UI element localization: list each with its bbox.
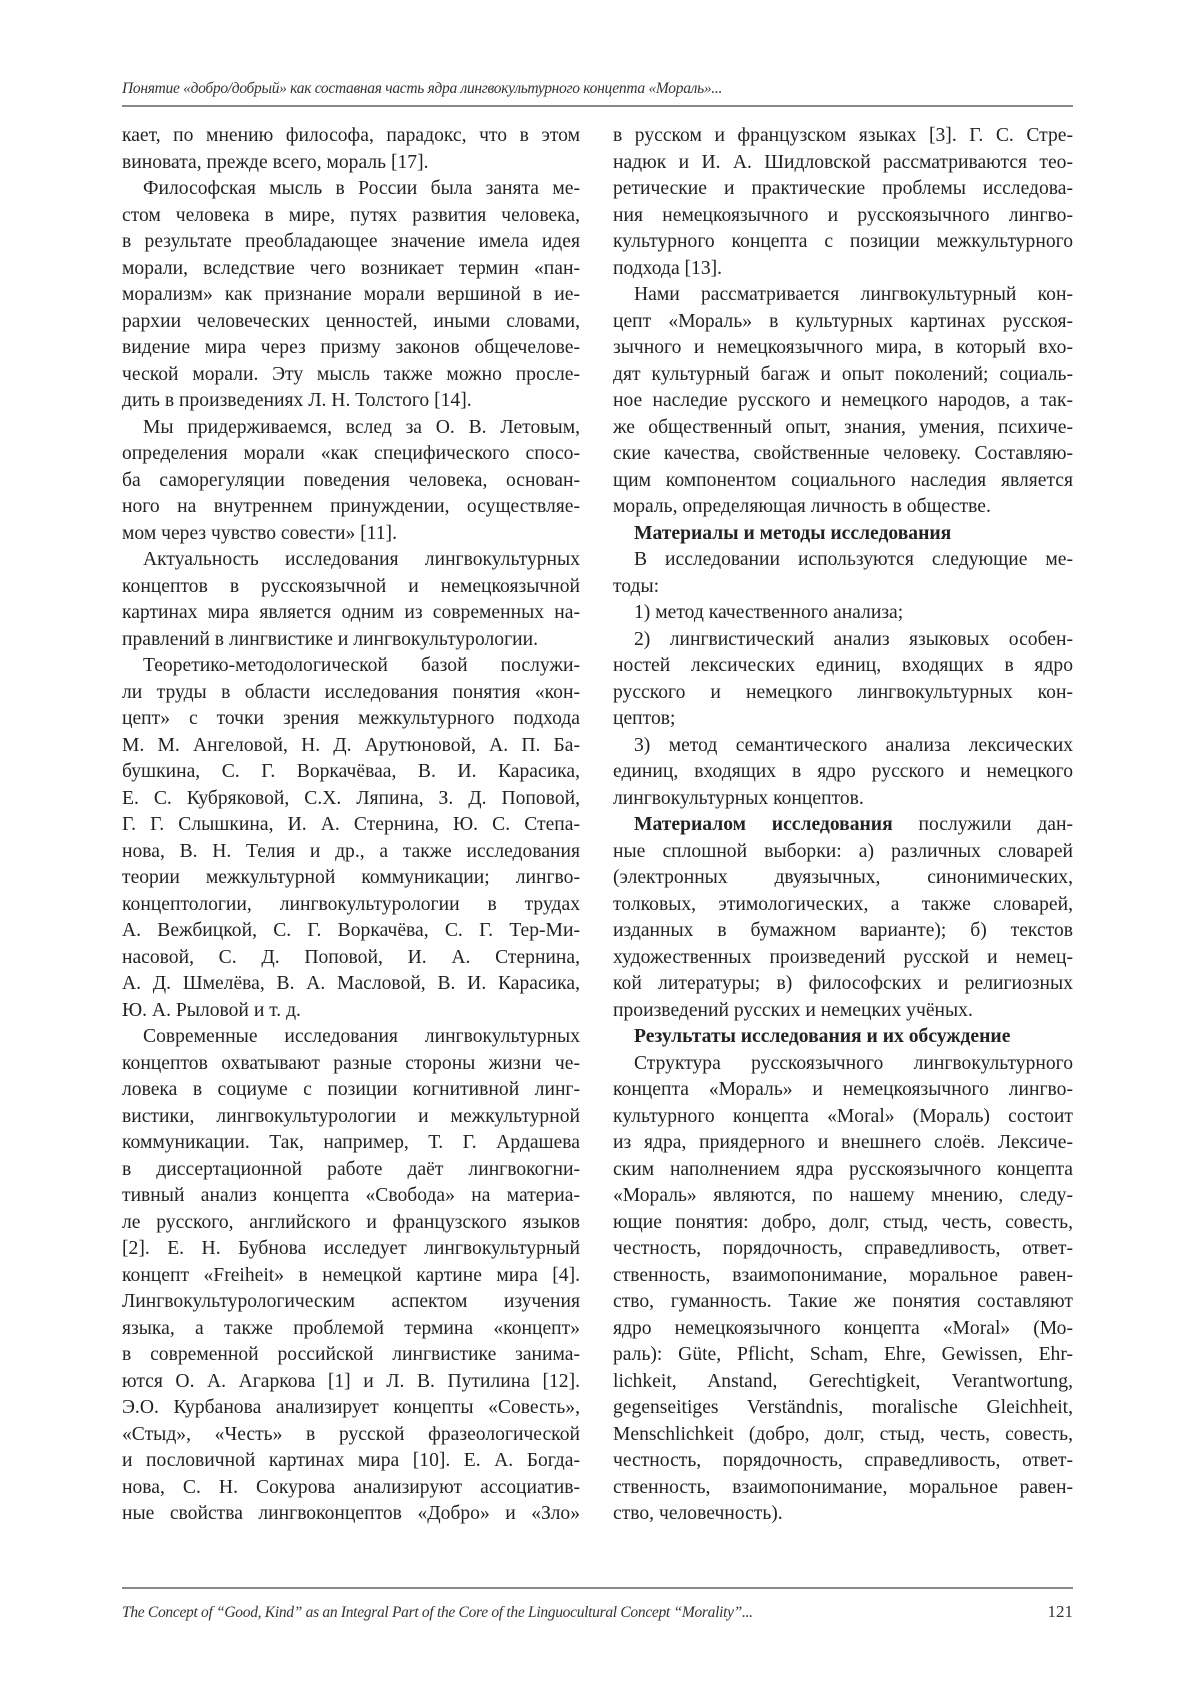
text-line: языка, а также проблемой термина «концепт» bbox=[122, 1317, 580, 1339]
running-header: Понятие «добро/добрый» как составная часть ядра лингвокультурного концепта «Мораль»... bbox=[122, 80, 723, 97]
text-line: из ядра, приядерного и внешнего слоёв. Лексиче- bbox=[613, 1132, 1073, 1153]
text-line bbox=[613, 812, 1073, 839]
text-line: рархии человеческих ценностей, иными словами, bbox=[122, 310, 580, 332]
text-line: Мы придерживаемся, вслед за О. В. Летовым, bbox=[143, 416, 580, 438]
text-line: надюк и И. А. Шидловской рассматриваются тео- bbox=[613, 151, 1073, 173]
text-line: В исследовании используются следующие ме- bbox=[634, 549, 1073, 570]
text-line: раль): Güte, Pflicht, Scham, Ehre, Gewissen, Ehr- bbox=[613, 1344, 1073, 1365]
footer bbox=[122, 1604, 1073, 1622]
text-line: в современной российской лингвистике занима- bbox=[122, 1344, 580, 1365]
text-line: изданных в бумажном варианте); б) текстов bbox=[613, 920, 1073, 941]
text-line: Г. Г. Слышкина, И. А. Стернина, Ю. С. Степа- bbox=[122, 814, 580, 835]
text-line: ба саморегуляции поведения человека, основан- bbox=[122, 469, 580, 491]
text-line: Теоретико-методологической базой послужи- bbox=[143, 655, 580, 676]
text-line: честность, порядочность, справедливость, ответ- bbox=[613, 1450, 1073, 1471]
text-line: ющие понятия: добро, долг, стыд, честь, совесть, bbox=[613, 1211, 1073, 1233]
paragraph bbox=[613, 600, 1073, 627]
text-line: стом человека в мире, путях развития человека, bbox=[122, 204, 580, 226]
text-line: правлений в лингвистике и лингвокультурологии. bbox=[122, 628, 538, 650]
section-heading bbox=[613, 521, 1073, 548]
text-line: нова, В. Н. Телия и др., а также исследования bbox=[122, 840, 580, 862]
paragraph bbox=[613, 812, 1073, 1024]
text-line: Структура русскоязычного лингвокультурного bbox=[634, 1052, 1073, 1074]
text-line: Лингвокультурологическим аспектом изучения bbox=[122, 1291, 580, 1312]
paragraph bbox=[122, 547, 580, 653]
paragraph bbox=[613, 1051, 1073, 1528]
text-line: же общественный опыт, знания, умения, психиче- bbox=[613, 416, 1073, 438]
footer-running-title: The Concept of “Good, Kind” as an Integral Part of the Core of the Linguocultural Concept “Morality”... bbox=[122, 1604, 753, 1621]
text-line: щим компонентом социального наследия является bbox=[613, 469, 1073, 491]
section-heading bbox=[613, 1024, 1073, 1051]
text-line: ственность, взаимопонимание, моральное равен- bbox=[613, 1476, 1073, 1498]
text-line: тоды: bbox=[613, 575, 660, 597]
text-line: тивный анализ концепта «Свобода» на материа- bbox=[122, 1185, 580, 1206]
text-line: 1) метод качественного анализа; bbox=[634, 602, 904, 623]
text-line: Е. С. Кубряковой, С.Х. Ляпина, З. Д. Поповой, bbox=[122, 787, 580, 809]
text-line: Menschlichkeit (добро, долг, стыд, честь, совесть, bbox=[613, 1423, 1073, 1445]
text-line: в русском и французском языках [3]. Г. С. Стре- bbox=[613, 125, 1073, 146]
paragraph bbox=[122, 176, 580, 415]
text-line: дят культурный багаж и опыт поколений; социаль- bbox=[613, 363, 1073, 385]
text-line: вистики, лингвокультурологии и межкультурной bbox=[122, 1105, 580, 1127]
text-line: Философская мысль в России была занята ме- bbox=[143, 178, 580, 199]
text-run: послужили дан- bbox=[892, 814, 1073, 835]
text-line: [2]. Е. Н. Бубнова исследует лингвокультурный bbox=[122, 1238, 580, 1259]
text-line: ностей лексических единиц, входящих в ядро bbox=[613, 655, 1073, 676]
text-line: Материалы и методы исследования bbox=[634, 522, 952, 544]
text-line: мораль, определяющая личность в обществе. bbox=[613, 496, 991, 517]
text-line: ческой морали. Эту мысль также можно просле- bbox=[122, 363, 580, 385]
text-line: видение мира через призму законов общечелове- bbox=[122, 337, 580, 358]
paragraph bbox=[122, 653, 580, 1024]
text-line: подхода [13]. bbox=[613, 257, 723, 279]
text-line: зычного и немецкоязычного мира, в который вхо- bbox=[613, 337, 1073, 358]
paragraph bbox=[122, 123, 580, 176]
text-line: кой литературы; в) философских и религиозных bbox=[613, 973, 1073, 994]
text-line: «Мораль» являются, по нашему мнению, следу- bbox=[613, 1185, 1073, 1206]
text-line: А. Д. Шмелёва, В. А. Масловой, В. И. Карасика, bbox=[122, 973, 580, 994]
text-line: ские качества, свойственные человеку. Составляю- bbox=[613, 443, 1073, 464]
text-line: ственность, взаимопонимание, моральное равен- bbox=[613, 1264, 1073, 1286]
page-number: 121 bbox=[1047, 1602, 1073, 1621]
text-line: честность, порядочность, справедливость, ответ- bbox=[613, 1238, 1073, 1259]
text-line: цепт» с точки зрения межкультурного подхода bbox=[122, 708, 580, 729]
text-line: мом через чувство совести» [11]. bbox=[122, 522, 397, 544]
text-line: ное наследие русского и немецкого народов, а так- bbox=[613, 390, 1073, 411]
bold-term: Материалом исследования bbox=[634, 814, 893, 835]
text-line: концептов в русскоязычной и немецкоязычной bbox=[122, 575, 580, 597]
text-line: морализм» как признание морали вершиной в ие- bbox=[122, 284, 580, 305]
text-line: ные свойства лингвоконцептов «Добро» и «Зло» bbox=[122, 1503, 580, 1524]
text-line: толковых, этимологических, а также словарей, bbox=[613, 893, 1073, 915]
paragraph bbox=[613, 282, 1073, 521]
text-line: Современные исследования лингвокультурных bbox=[143, 1026, 580, 1047]
text-line: ядро немецкоязычного концепта «Moral» (Мо- bbox=[613, 1317, 1073, 1339]
text-line: ским наполнением ядра русскоязычного концепта bbox=[613, 1158, 1073, 1180]
text-line: коммуникации. Так, например, Т. Г. Ардашева bbox=[122, 1132, 580, 1153]
text-line: дить в произведениях Л. Н. Толстого [14]. bbox=[122, 390, 472, 411]
right-column bbox=[613, 123, 1073, 1528]
paragraph bbox=[613, 123, 1073, 282]
text-line: ного на внутреннем принуждении, осуществляе- bbox=[122, 496, 580, 517]
text-line: А. Вежбицкой, С. Г. Воркачёва, С. Г. Тер-Ми- bbox=[122, 920, 580, 941]
text-line: в диссертационной работе даёт лингвокогни- bbox=[122, 1158, 580, 1180]
text-line: нова, С. Н. Сокурова анализируют ассоциатив- bbox=[122, 1476, 580, 1498]
header-rule bbox=[122, 105, 1073, 107]
text-line: концептологии, лингвокультурологии в трудах bbox=[122, 893, 580, 915]
text-line: ные сплошной выборки: а) различных словарей bbox=[613, 840, 1073, 862]
text-line: произведений русских и немецких учёных. bbox=[613, 999, 973, 1021]
text-line: 2) лингвистический анализ языковых особен- bbox=[634, 628, 1073, 650]
text-line: культурного концепта «Moral» (Мораль) состоит bbox=[613, 1105, 1073, 1127]
text-line: лингвокультурных концептов. bbox=[613, 787, 864, 809]
text-line: Нами рассматривается лингвокультурный кон- bbox=[634, 284, 1073, 305]
text-line: ство, гуманность. Такие же понятия составляют bbox=[613, 1291, 1073, 1312]
text-line: в результате преобладающее значение имела идея bbox=[122, 231, 580, 252]
text-line: 3) метод семантического анализа лексических bbox=[634, 734, 1073, 756]
text-line: Актуальность исследования лингвокультурных bbox=[143, 549, 580, 570]
text-line: картинах мира является одним из современных на- bbox=[122, 602, 580, 623]
paragraph bbox=[122, 415, 580, 548]
text-line: и пословичной картинах мира [10]. Е. А. Богда- bbox=[122, 1450, 580, 1471]
text-line: ле русского, английского и французского языков bbox=[122, 1211, 580, 1233]
paragraph bbox=[613, 733, 1073, 813]
text-line: теории межкультурной коммуникации; лингво- bbox=[122, 867, 580, 888]
text-line: насовой, С. Д. Поповой, И. А. Стернина, bbox=[122, 946, 580, 968]
text-line: М. М. Ангеловой, Н. Д. Арутюновой, А. П. Ба- bbox=[122, 734, 580, 756]
text-line: русского и немецкого лингвокультурных кон- bbox=[613, 681, 1073, 703]
text-line: концепта «Мораль» и немецкоязычного лингво- bbox=[613, 1079, 1073, 1100]
paragraph bbox=[613, 627, 1073, 733]
text-line: ретические и практические проблемы исследова- bbox=[613, 178, 1073, 199]
text-line: определения морали «как специфического спосо- bbox=[122, 443, 580, 464]
text-line: «Стыд», «Честь» в русской фразеологической bbox=[122, 1423, 580, 1445]
text-line: gegenseitiges Verständnis, moralische Gleichheit, bbox=[613, 1397, 1073, 1418]
text-line: ли труды в области исследования понятия «кон- bbox=[122, 681, 580, 703]
text-line: концепт «Freiheit» в немецкой картине мира [4]. bbox=[122, 1264, 580, 1286]
text-line: культурного концепта с позиции межкультурного bbox=[613, 231, 1073, 252]
text-line: Результаты исследования и их обсуждение bbox=[634, 1026, 1011, 1047]
text-line: ловека в социуме с позиции когнитивной линг- bbox=[122, 1079, 580, 1100]
text-line: бушкина, С. Г. Воркачёваа, В. И. Карасика, bbox=[122, 761, 580, 782]
text-line: lichkeit, Anstand, Gerechtigkeit, Verantwortung, bbox=[613, 1370, 1073, 1392]
text-line: концептов охватывают разные стороны жизни че- bbox=[122, 1052, 580, 1074]
text-line: цептов; bbox=[613, 708, 676, 729]
text-line: ство, человечность). bbox=[613, 1503, 783, 1524]
text-line: ния немецкоязычного и русскоязычного лингво- bbox=[613, 204, 1073, 226]
text-line: (электронных двуязычных, синонимических, bbox=[613, 867, 1073, 888]
text-line: цепт «Мораль» в культурных картинах русскоя- bbox=[613, 310, 1073, 332]
text-line: виновата, прежде всего, мораль [17]. bbox=[122, 151, 429, 173]
text-line: ются О. А. Агаркова [1] и Л. В. Путилина [12]. bbox=[122, 1370, 580, 1392]
text-line: Ю. А. Рыловой и т. д. bbox=[122, 999, 301, 1021]
text-line: кает, по мнению философа, парадокс, что в этом bbox=[122, 125, 580, 146]
paragraph bbox=[122, 1024, 580, 1528]
footer-rule bbox=[122, 1587, 1073, 1589]
text-line: единиц, входящих в ядро русского и немецкого bbox=[613, 761, 1073, 782]
text-line: художественных произведений русской и немец- bbox=[613, 946, 1073, 968]
text-line: морали, вследствие чего возникает термин «пан- bbox=[122, 257, 580, 279]
left-column bbox=[122, 123, 580, 1528]
text-line: Э.О. Курбанова анализирует концепты «Совесть», bbox=[122, 1397, 580, 1418]
paragraph bbox=[613, 547, 1073, 600]
